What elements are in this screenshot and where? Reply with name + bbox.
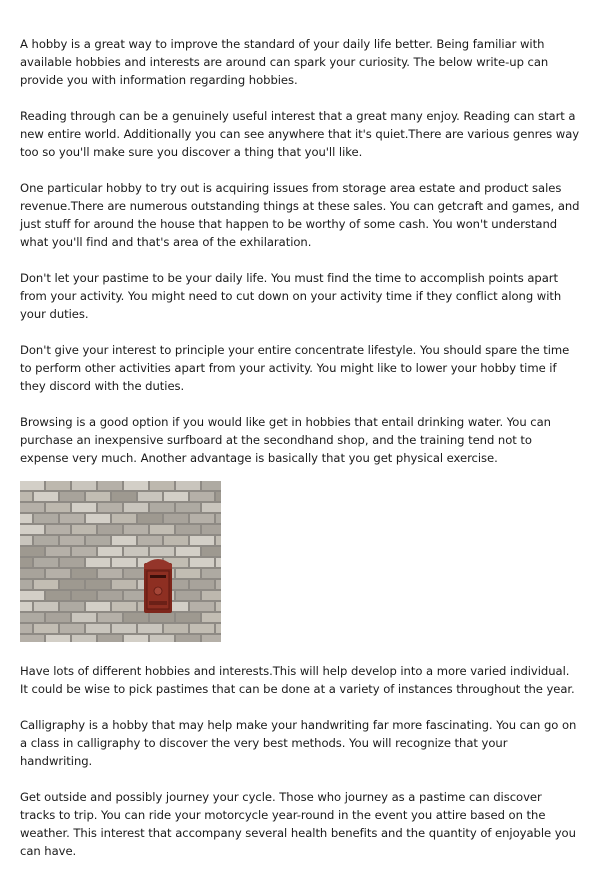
brick: [150, 503, 174, 512]
brick: [60, 558, 84, 567]
brick: [46, 591, 70, 600]
brick: [124, 503, 148, 512]
brick: [34, 558, 58, 567]
brick: [20, 580, 32, 589]
brick: [190, 624, 214, 633]
brick: [138, 624, 162, 633]
brick-wall-mailbox-icon: [20, 481, 221, 642]
brick: [138, 514, 162, 523]
brick: [72, 547, 96, 556]
brick: [46, 635, 70, 642]
brick: [202, 503, 221, 512]
paragraph-cycling: Get outside and possibly journey your cycle. Those who journey as a pastime can discover tracks to trip. You can ride your motorcycle year-round in the event you attire based on the weather. This interest that accompany several health benefits and the quantity of enjoyable you can have.: [20, 790, 576, 858]
brick: [86, 602, 110, 611]
brick: [164, 536, 188, 545]
brick: [176, 503, 200, 512]
brick: [20, 547, 44, 556]
brick: [46, 613, 70, 622]
brick: [60, 536, 84, 545]
brick: [86, 624, 110, 633]
brick: [202, 635, 221, 642]
brick: [190, 558, 214, 567]
brick: [20, 492, 32, 501]
mailbox: [144, 559, 172, 613]
brick: [150, 613, 174, 622]
brick: [34, 536, 58, 545]
brick: [46, 525, 70, 534]
brick: [112, 558, 136, 567]
brick: [34, 492, 58, 501]
brick: [150, 525, 174, 534]
brick: [202, 481, 221, 490]
brick: [20, 635, 44, 642]
brick: [34, 602, 58, 611]
brick: [20, 536, 32, 545]
brick: [112, 514, 136, 523]
brick: [124, 635, 148, 642]
brick: [60, 580, 84, 589]
brick: [98, 569, 122, 578]
brick: [138, 492, 162, 501]
brick: [112, 624, 136, 633]
brick: [176, 481, 200, 490]
brick: [86, 580, 110, 589]
brick: [98, 503, 122, 512]
brick: [164, 624, 188, 633]
brick: [98, 635, 122, 642]
brick: [202, 547, 221, 556]
brick: [216, 536, 221, 545]
brick: [150, 635, 174, 642]
brick: [86, 558, 110, 567]
brick: [216, 602, 221, 611]
article: [20, 35, 580, 878]
paragraph-hobby-intro: A hobby is a great way to improve the standard of your daily life better. Being familiar with available hobbies and interests are around can spark your curiosity. The below write-up can provide you with information regarding hobbies.: [20, 37, 549, 87]
brick: [20, 481, 44, 490]
brick: [72, 525, 96, 534]
brick: [202, 591, 221, 600]
brick: [98, 525, 122, 534]
brick: [72, 591, 96, 600]
brick: [86, 492, 110, 501]
brick: [98, 547, 122, 556]
brick: [190, 492, 214, 501]
brick: [112, 492, 136, 501]
brick: [98, 591, 122, 600]
brick: [34, 624, 58, 633]
brick: [86, 536, 110, 545]
brick: [216, 514, 221, 523]
brick: [138, 536, 162, 545]
brick: [60, 492, 84, 501]
brick: [164, 492, 188, 501]
brick: [72, 613, 96, 622]
brick: [150, 481, 174, 490]
brick: [216, 492, 221, 501]
brick: [216, 624, 221, 633]
brick: [34, 580, 58, 589]
paragraph-pastime-balance: Don't let your pastime to be your daily life. You must find the time to accomplish points apart from your activity. You might need to cut down on your activity time if they conflict along with your duties.: [20, 271, 562, 321]
brick: [112, 580, 136, 589]
brick: [72, 569, 96, 578]
brick: [216, 558, 221, 567]
brick: [72, 481, 96, 490]
brick: [60, 514, 84, 523]
brick: [124, 547, 148, 556]
brick: [124, 525, 148, 534]
brick: [20, 602, 32, 611]
brick: [202, 525, 221, 534]
paragraph-variety: Have lots of different hobbies and interests.This will help develop into a more varied individual. It could be wise to pick pastimes that can be done at a variety of instances throughout the year.: [20, 664, 575, 696]
paragraph-interest-focus: Don't give your interest to principle your entire concentrate lifestyle. You should spare the time to perform other activities apart from your activity. You might like to lower your hobby time if they discord with the duties.: [20, 343, 570, 393]
brick: [150, 547, 174, 556]
brick: [216, 580, 221, 589]
brick: [190, 536, 214, 545]
brick: [46, 481, 70, 490]
brick: [176, 635, 200, 642]
bricks: [20, 481, 221, 642]
brick: [98, 613, 122, 622]
paragraph-reading: Reading through can be a genuinely useful interest that a great many enjoy. Reading can start a new entire world. Additionally you can see anywhere that it's quiet.There are various genres way too so you'll make sure you discover a thing that you'll like.: [20, 109, 580, 159]
brick: [190, 602, 214, 611]
brick: [46, 547, 70, 556]
brick: [98, 481, 122, 490]
brick: [176, 547, 200, 556]
brick: [176, 569, 200, 578]
brick-wall-photo: [20, 481, 221, 642]
brick: [20, 558, 32, 567]
brick: [46, 569, 70, 578]
brick: [72, 635, 96, 642]
paragraph-calligraphy: Calligraphy is a hobby that may help make your handwriting far more fascinating. You can go on a class in calligraphy to discover the very best methods. You will recognize that your handwriting.: [20, 718, 577, 768]
brick: [20, 591, 44, 600]
brick: [46, 503, 70, 512]
paragraph-estate-sales: One particular hobby to try out is acquiring issues from storage area estate and product sales revenue.There are numerous outstanding things at these sales. You can getcraft and games, and just stuff for around the house that happen to be worthy of some cash. You won't understand what you'll find and that's area of the exhilaration.: [20, 181, 580, 249]
brick: [20, 525, 44, 534]
brick: [112, 536, 136, 545]
brick: [202, 569, 221, 578]
brick: [20, 514, 32, 523]
brick: [190, 580, 214, 589]
brick: [34, 514, 58, 523]
brick: [20, 569, 44, 578]
brick: [176, 591, 200, 600]
brick: [60, 624, 84, 633]
brick: [176, 613, 200, 622]
brick: [86, 514, 110, 523]
brick: [72, 503, 96, 512]
brick: [124, 613, 148, 622]
brick: [202, 613, 221, 622]
brick: [190, 514, 214, 523]
brick: [20, 503, 44, 512]
brick: [60, 602, 84, 611]
brick: [124, 481, 148, 490]
brick: [112, 602, 136, 611]
brick: [20, 624, 32, 633]
paragraph-surfing: Browsing is a good option if you would like get in hobbies that entail drinking water. You can purchase an inexpensive surfboard at the secondhand shop, and the training tend not to expense very much. Another advantage is basically that you get physical exercise.: [20, 415, 551, 465]
brick: [20, 613, 44, 622]
brick: [176, 525, 200, 534]
brick: [164, 514, 188, 523]
